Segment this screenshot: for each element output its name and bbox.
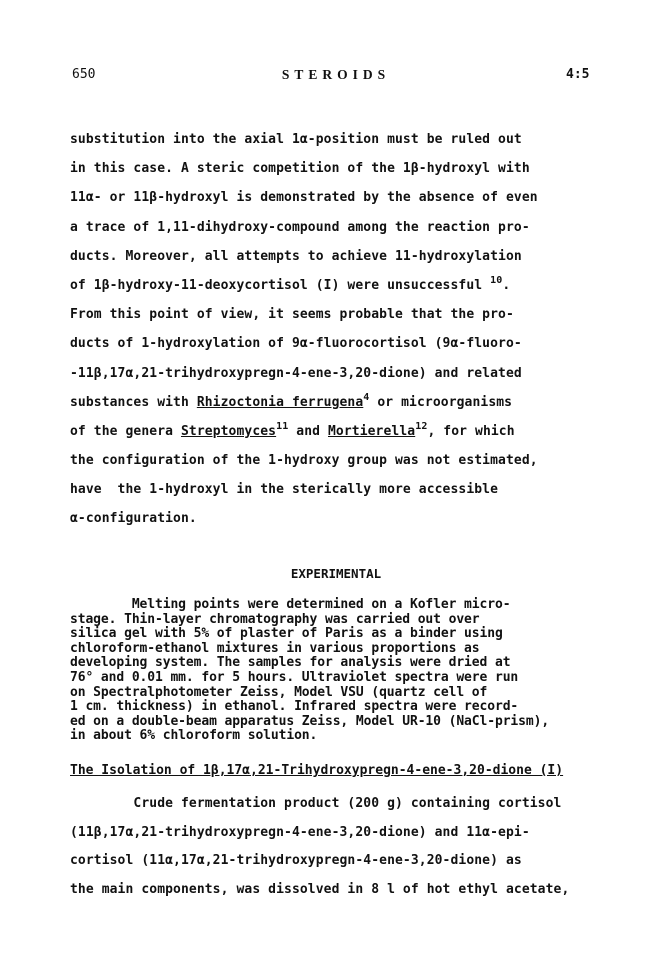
genus-name: Streptomyces	[180, 423, 277, 439]
text-line: α-configuration.	[70, 511, 197, 527]
text-line: have the 1-hydroxyl in the sterically more accessible	[70, 482, 499, 498]
text-line: chloroform-ethanol mixtures in various proportions as	[70, 640, 480, 656]
genus-name: Mortierella	[328, 423, 416, 439]
text-line: ducts of 1-hydroxylation of 9α-fluorocortisol (9α-fluoro-	[70, 336, 522, 352]
text-line: of the genera Streptomyces$^{11}$ and Mortierella$^{12}$, for which	[70, 420, 515, 439]
text-line: of 1β-hydroxy-11-deoxycortisol (I) were unsuccessful $^{10}$.	[70, 274, 511, 293]
text-line: From this point of view, it seems probable that the pro-	[70, 307, 514, 323]
section-heading: EXPERIMENTAL	[290, 566, 382, 581]
procedure-paragraph	[70, 790, 610, 904]
text-line: in about 6% chloroform solution.	[70, 728, 318, 744]
text-line: the configuration of the 1-hydroxy group was not estimated,	[70, 453, 538, 469]
text-line: ducts. Moreover, all attempts to achieve 11-hydroxylation	[70, 248, 522, 264]
citation-ref: 10	[490, 274, 503, 286]
text-line: 76° and 0.01 mm. for 5 hours. Ultraviolet spectra were run	[70, 669, 519, 685]
text-line: 1 cm. thickness) in ethanol. Infrared spectra were record-	[70, 699, 519, 715]
text-line: on Spectralphotometer Zeiss, Model VSU (quartz cell of	[70, 684, 488, 700]
text-line: substitution into the axial 1α-position must be ruled out	[70, 132, 522, 147]
text-line: Crude fermentation product (200 g) containing cortisol	[70, 796, 562, 811]
citation-ref: 12	[415, 420, 428, 432]
text-line: Melting points were determined on a Kofler micro-	[70, 597, 511, 612]
text-line: (11β,17α,21-trihydroxypregn-4-ene-3,20-dione) and 11α-epi-	[70, 824, 530, 840]
text-line: -11β,17α,21-trihydroxypregn-4-ene-3,20-dione) and related	[70, 365, 522, 381]
text-line: substances with Rhizoctonia ferrugena$^4$ or microorganisms	[70, 391, 513, 410]
species-name: Rhizoctonia ferrugena	[196, 394, 364, 410]
text-line: ed on a double-beam apparatus Zeiss, Model UR-10 (NaCl-prism),	[70, 713, 550, 729]
text-line: in this case. A steric competition of the 1β-hydroxyl with	[70, 161, 530, 177]
page-number: 650	[72, 67, 96, 82]
text-line: stage. Thin-layer chromatography was carried out over	[70, 611, 480, 627]
citation-ref: 4	[363, 391, 370, 403]
running-header: STEROIDS	[281, 67, 391, 82]
subsection-heading: The Isolation of 1β,17α,21-Trihydroxypregn-4-ene-3,20-dione (I)	[70, 763, 564, 778]
issue-number: 4:5	[566, 67, 590, 82]
text-line: silica gel with 5% of plaster of Paris as a binder using	[70, 626, 503, 642]
text-line: 11α- or 11β-hydroxyl is demonstrated by the absence of even	[70, 190, 538, 206]
text-line: the main components, was dissolved in 8 l of hot ethyl acetate,	[70, 881, 570, 897]
text-line: cortisol (11α,17α,21-trihydroxypregn-4-ene-3,20-dione) as	[70, 853, 522, 868]
citation-ref: 11	[276, 420, 289, 432]
body-paragraph	[70, 125, 600, 534]
experimental-paragraph	[70, 598, 610, 744]
text-line: developing system. The samples for analysis were dried at	[70, 655, 511, 671]
text-line: a trace of 1,11-dihydroxy-compound among the reaction pro-	[70, 219, 530, 235]
